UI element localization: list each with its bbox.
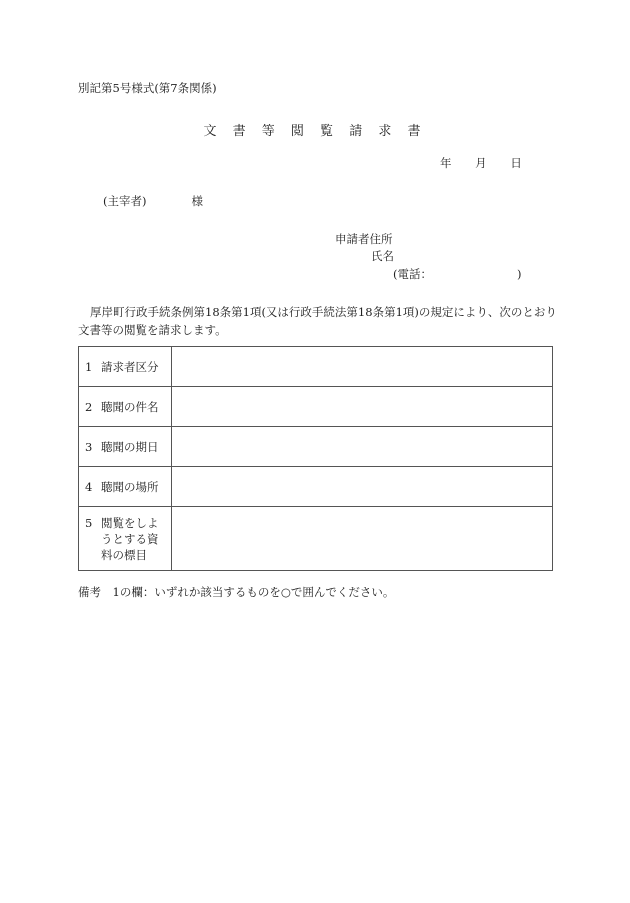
phone-open-label: (電話： <box>393 267 432 281</box>
row-number: 5 <box>85 515 93 530</box>
row-number: 4 <box>85 479 93 494</box>
body-paragraph: 厚岸町行政手続条例第18条第1項(又は行政手続法第18条第1項)の規定により、次のとおり文書等の閲覧を請求します。 <box>78 305 557 337</box>
document-title: 文 書 等 閲 覧 請 求 書 <box>203 124 427 139</box>
table-row-label <box>79 427 172 467</box>
date-year-label: 年 <box>440 156 452 170</box>
row-label-line: うとする資 <box>101 531 159 546</box>
table-row-value[interactable] <box>172 507 553 571</box>
row-label-text: 請求者区分 <box>101 359 159 374</box>
table-row-label <box>79 507 172 571</box>
row-label-text: 聴聞の期日 <box>101 439 159 454</box>
row-number: 3 <box>85 439 93 454</box>
table-row-value[interactable] <box>172 427 553 467</box>
table-row <box>79 507 553 571</box>
row-number: 2 <box>85 399 93 414</box>
remarks-note: 備考 1の欄：いずれか該当するものを○で囲んでください。 <box>78 585 395 599</box>
applicant-address-label: 申請者住所 <box>335 232 393 246</box>
addressee-honorific: 様 <box>191 194 203 208</box>
table-row-value[interactable] <box>172 347 553 387</box>
table-row-label <box>79 387 172 427</box>
addressee <box>103 193 203 209</box>
date-line <box>440 155 542 171</box>
table-row <box>79 467 553 507</box>
phone-close-label: ) <box>517 267 522 281</box>
row-label-line: 閲覧をしよ <box>101 515 159 530</box>
table-row <box>79 347 553 387</box>
applicant-name-label: 氏名 <box>371 249 394 263</box>
row-label-text: 聴聞の場所 <box>101 479 159 494</box>
row-number: 1 <box>85 359 93 374</box>
date-day-label: 日 <box>510 156 522 170</box>
form-reference: 別記第5号様式(第7条関係) <box>78 81 217 95</box>
table-row-value[interactable] <box>172 467 553 507</box>
row-label-line: 料の標目 <box>101 547 147 562</box>
applicant-phone-line <box>393 266 522 282</box>
table-row <box>79 387 553 427</box>
table-row <box>79 427 553 467</box>
table-row-label <box>79 347 172 387</box>
table-row-value[interactable] <box>172 387 553 427</box>
addressee-role: (主宰者) <box>103 194 147 208</box>
row-label-text: 聴聞の件名 <box>101 399 159 414</box>
table-row-label <box>79 467 172 507</box>
request-table <box>78 346 553 571</box>
date-month-label: 月 <box>475 156 487 170</box>
